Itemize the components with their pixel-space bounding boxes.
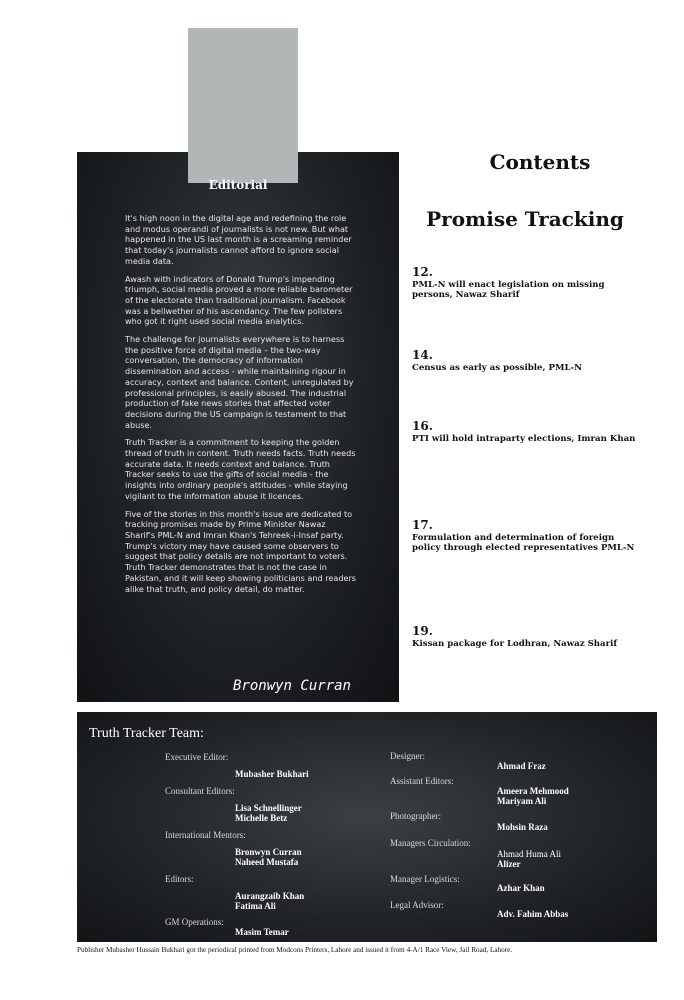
contents-title: Contents (489, 150, 591, 174)
team-role: Photographer: (390, 811, 441, 821)
publisher-footer: Publisher Mubasher Hussain Bukhari got the periodical printed from Modcons Printers, Lahore and issued it from 4-A/1 Race View, Jail Road, Lahore. (77, 946, 513, 954)
editorial-paragraph: The challenge for journalists everywhere is to harness the positive force of digital media – the two-way conversation, the democracy of information dissemination and access - while maintaining rigour in accuracy, context and balance. Content, unregulated by professional principles, is easily abused. The industrial production of fake news stories that affected voter decisions during the US campaign is testament to that abuse. (125, 334, 354, 430)
toc-item[interactable] (412, 348, 642, 373)
team-role: Executive Editor: (165, 752, 229, 762)
team-member: Naheed Mustafa (235, 857, 299, 867)
team-member: Masim Temar (235, 927, 289, 937)
toc-item-title: PML-N will enact legislation on missing persons, Nawaz Sharif (412, 280, 605, 300)
team-member: Aurangzaib Khan (235, 891, 305, 901)
team-names (497, 786, 569, 806)
team-member: Adv. Fahim Abbas (497, 909, 569, 919)
team-role: Consultant Editors: (165, 786, 235, 796)
team-names (497, 822, 548, 832)
team-role: Assistant Editors: (390, 776, 454, 786)
toc-item[interactable] (412, 265, 642, 300)
team-member: Lisa Schnellinger (235, 803, 302, 813)
team-names (235, 891, 304, 911)
team-role: International Mentors: (165, 830, 246, 840)
editorial-paragraph: It's high noon in the digital age and redefining the role and modus operandi of journalists is not new. But what happened in the US last month is a screaming reminder that today's journalists cannot afford to ignore social media data. (125, 213, 352, 266)
team-role: Managers Circulation: (390, 838, 471, 848)
editorial-body (125, 213, 357, 601)
toc-page-number: 12. (412, 265, 433, 279)
toc-item[interactable] (412, 419, 642, 444)
team-names (497, 909, 568, 919)
toc-page-number: 16. (412, 419, 433, 433)
editorial-paragraph: Awash with indicators of Donald Trump's impending triumph, social media proved a more reliable barometer of the electorate than traditional journalism. Facebook was a bellwether of his ascendancy. The few pollsters who got it right used social media analytics. (125, 273, 353, 327)
toc-item-title: PTI will hold intraparty elections, Imran Khan (412, 434, 636, 444)
team-names (497, 883, 545, 893)
team-names (235, 769, 309, 779)
team-role: Legal Advisor: (390, 900, 444, 910)
team-member: Alizer (497, 859, 521, 869)
section-title: Promise Tracking (426, 207, 624, 231)
team-role: GM Operations: (165, 917, 224, 927)
team-title: Truth Tracker Team: (89, 726, 204, 741)
toc-page-number: 17. (412, 518, 433, 532)
editorial-heading: Editorial (208, 178, 268, 192)
team-member: Ameera Mehmood (497, 786, 569, 796)
team-names (235, 803, 302, 823)
team-member: Azhar Khan (497, 883, 545, 893)
team-member: Bronwyn Curran (235, 847, 302, 857)
editorial-paragraph: Truth Tracker is a commitment to keeping the golden thread of truth in content. Truth needs facts. Truth needs accurate data. It needs context and balance. Truth Tracker seeks to use the gifts of social media - the insights into ordinary people's attitudes - while staying vigilant to the information abuse it licences. (125, 437, 356, 501)
team-member: Mubasher Bukhari (235, 769, 309, 779)
team-names (497, 849, 561, 869)
team-member: Mariyam Ali (497, 796, 547, 806)
team-role: Designer: (390, 751, 425, 761)
toc-page-number: 19. (412, 624, 433, 638)
editorial-paragraph: Five of the stories in this month's issue are dedicated to tracking promises made by Prime Minister Nawaz Sharif's PML-N and Imran Khan's Tehreek-i-Insaf party. Trump's victory may have caused some observers to suggest that policy details are not important to voters. Truth Tracker demonstrates that is not the case in Pakistan, and it will keep showing politicians and readers alike that truth, and policy detail, do matter. (125, 508, 356, 594)
editorial-panel (77, 152, 399, 702)
team-names (235, 847, 302, 867)
team-role: Manager Logistics: (390, 874, 460, 884)
team-member: Mohsin Raza (497, 822, 548, 832)
editorial-signature: Bronwyn Curran (232, 678, 351, 694)
toc-item-title: Formulation and determination of foreign policy through elected representatives PML-N (412, 533, 635, 553)
toc-page-number: 14. (412, 348, 433, 362)
team-member: Fatima Ali (235, 901, 276, 911)
team-role: Editors: (165, 874, 194, 884)
toc-item[interactable] (412, 624, 642, 649)
toc-item-title: Census as early as possible, PML-N (412, 363, 582, 373)
team-member: Ahmad Huma Ali (497, 849, 561, 859)
team-names (235, 927, 289, 937)
team-member: Ahmad Fraz (497, 761, 546, 771)
toc-item-title: Kissan package for Lodhran, Nawaz Sharif (412, 639, 618, 649)
team-panel (77, 712, 657, 942)
toc-item[interactable] (412, 518, 642, 553)
team-names (497, 761, 546, 771)
team-member: Michelle Betz (235, 813, 288, 823)
